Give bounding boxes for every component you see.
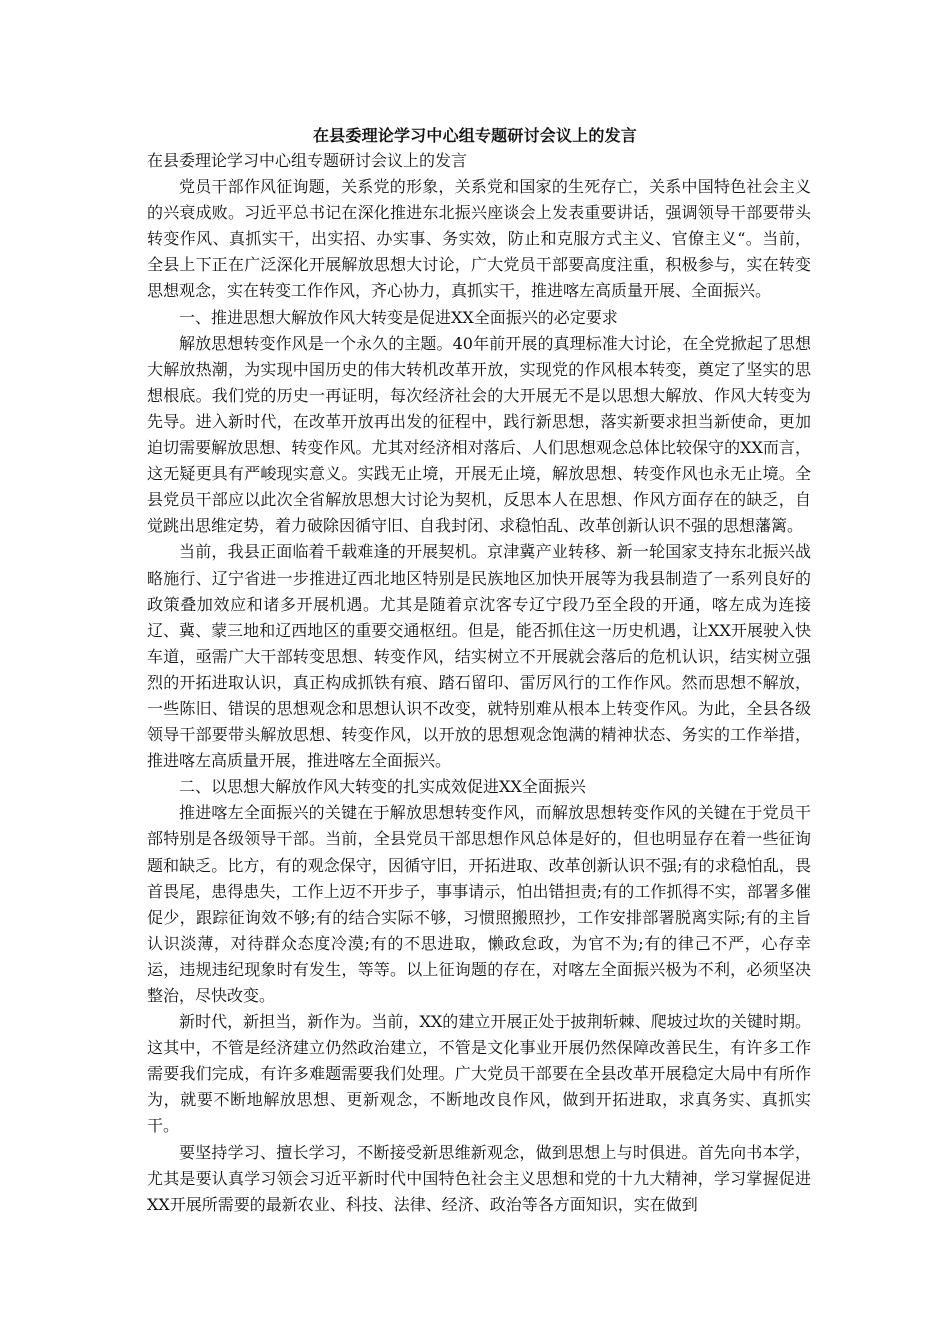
paragraph: 推进喀左全面振兴的关键在于解放思想转变作风，而解放思想转变作风的关键在于党员干部特别是各级领导干部。当前，全县党员干部思想作风总体是好的，但也明显存在着一些征询题和缺乏。比方，有的观念保守，因循守旧，开拓进取、改革创新认识不强;有的求稳怕乱，畏首畏尾，患得患失，工作上迈不开步子，事事请示，怕出错担责;有的工作抓得不实，部署多催促少，跟踪征询效不够;有的结合实际不够，习惯照搬照抄，工作安排部署脱离实际;有的主旨认识淡薄，对待群众态度冷漠;有的不思进取，懒政怠政，为官不为;有的律己不严，心存幸运，违规违纪现象时有发生，等等。以上征询题的存在，对喀左全面振兴极为不利，必须坚决整治，尽快改变。 bbox=[147, 803, 811, 1005]
paragraph: 要坚持学习、擅长学习，不断接受新思维新观念，做到思想上与时俱进。首先向书本学，尤其是要认真学习领会习近平新时代中国特色社会主义思想和党的十九大精神，学习掌握促进XX开展所需要的最新农业、科技、法律、经济、政治等各方面知识，实在做到 bbox=[147, 1142, 811, 1214]
section-heading-2: 二、以思想大解放作风大转变的扎实成效促进XX全面振兴 bbox=[179, 777, 586, 797]
paragraph: 解放思想转变作风是一个永久的主题。40年前开展的真理标准大讨论，在全党掀起了思想大解放热潮，为实现中国历史的伟大转机改革开放，实现党的作风根本转变，奠定了坚实的思想根底。我们党的历史一再证明，每次经济社会的大开展无不是以思想大解放、作风大转变为先导。进入新时代，在改革开放再出发的征程中，践行新思想，落实新要求担当新使命，更加迫切需要解放思想、转变作风。尤其对经济相对落后、人们思想观念总体比较保守的XX而言，这无疑更具有严峻现实意义。实践无止境，开展无止境，解放思想、转变作风也永无止境。全县党员干部应以此次全省解放思想大讨论为契机，反思本人在思想、作风方面存在的缺乏，自觉跳出思维定势，着力破除因循守旧、自我封闭、求稳怕乱、改革创新认识不强的思想藩篱。 bbox=[147, 333, 811, 536]
document-title: 在县委理论学习中心组专题研讨会议上的发言 bbox=[312, 126, 637, 145]
paragraph: 新时代，新担当，新作为。当前，XX的建立开展正处于披荆斩棘、爬坡过坎的关键时期。这其中，不管是经济建立仍然政治建立，不管是文化事业开展仍然保障改善民生，有许多工作需要我们完成，有许多难题需要我们处理。广大党员干部要在全县改革开展稳定大局中有所作为，就要不断地解放思想、更新观念，不断地改良作风，做到开拓进取，求真务实、真抓实干。 bbox=[147, 1012, 811, 1136]
section-heading-1: 一、推进思想大解放作风大转变是促进XX全面振兴的必定要求 bbox=[179, 307, 618, 327]
document-subtitle: 在县委理论学习中心组专题研讨会议上的发言 bbox=[147, 151, 468, 170]
paragraph-intro: 党员干部作风征询题，关系党的形象，关系党和国家的生死存亡，关系中国特色社会主义的兴衰成败。习近平总书记在深化推进东北振兴座谈会上发表重要讲话，强调领导干部要带头转变作风、真抓实干，出实招、办实事、务实效，防止和克服方式主义、官僚主义“。当前，全县上下正在广泛深化开展解放思想大讨论，广大党员干部要高度注重，积极参与，实在转变思想观念，实在转变工作作风，齐心协力，真抓实干，推进喀左高质量开展、全面振兴。 bbox=[147, 177, 811, 301]
document-body bbox=[147, 148, 811, 1218]
paragraph: 当前，我县正面临着千载难逢的开展契机。京津冀产业转移、新一轮国家支持东北振兴战略施行、辽宁省进一步推进辽西北地区特别是民族地区加快开展等为我县制造了一系列良好的政策叠加效应和诸多开展机遇。尤其是随着京沈客专辽宁段乃至全段的开通，喀左成为连接辽、冀、蒙三地和辽西地区的重要交通枢纽。但是，能否抓住这一历史机遇，让XX开展驶入快车道，亟需广大干部转变思想、转变作风，结实树立不开展就会落后的危机认识，结实树立强烈的开拓进取认识，真正构成抓铁有痕、踏石留印、雷厉风行的工作作风。然而思想不解放，一些陈旧、错误的思想观念和思想认识不改变，就特别难从根本上转变作风。为此，全县各级领导干部要带头解放思想、转变作风，以开放的思想观念饱满的精神状态、务实的工作举措，推进喀左高质量开展，推进喀左全面振兴。 bbox=[147, 542, 811, 771]
